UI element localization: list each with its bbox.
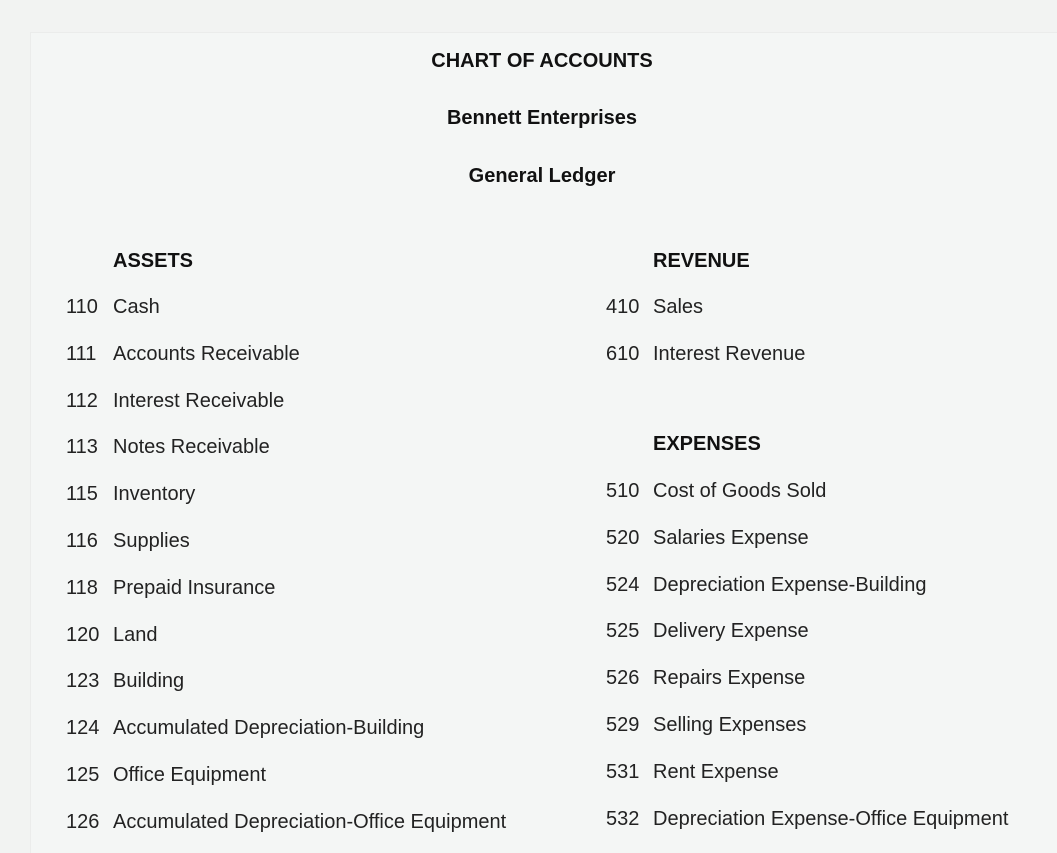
account-number: 410 (606, 296, 640, 318)
account-number: 125 (66, 764, 100, 786)
account-number: 531 (606, 760, 640, 783)
account-name: Office Equipment (113, 764, 267, 786)
account-name: Building (113, 670, 185, 693)
account-number: 610 (606, 343, 640, 365)
account-name: Depreciation Expense-Building (653, 573, 927, 596)
account-name: Accumulated Depreciation-Office Equipment (113, 810, 507, 833)
account-number: 126 (66, 810, 100, 833)
account-name: Accumulated Depreciation-Building (113, 717, 425, 740)
account-number: 115 (66, 483, 98, 506)
account-name: Salaries Expense (653, 526, 809, 549)
account-name: Selling Expenses (653, 714, 807, 736)
revenue-heading: REVENUE (653, 250, 750, 272)
account-number: 526 (606, 667, 640, 690)
account-number: 525 (606, 620, 640, 643)
assets-heading: ASSETS (113, 250, 194, 272)
expenses-heading: EXPENSES (653, 433, 761, 455)
account-number: 532 (606, 807, 640, 830)
account-number: 111 (66, 342, 97, 365)
account-name: Accounts Receivable (113, 342, 300, 365)
account-number: 123 (66, 670, 100, 693)
account-number: 510 (606, 480, 640, 502)
account-name: Cash (113, 296, 160, 318)
account-number: 524 (606, 573, 640, 596)
account-number: 110 (66, 296, 98, 318)
account-name: Land (113, 623, 158, 646)
account-number: 118 (66, 576, 98, 599)
account-number: 113 (66, 436, 98, 459)
account-name: Notes Receivable (113, 436, 270, 459)
account-number: 124 (66, 717, 100, 740)
account-name: Depreciation Expense-Office Equipment (653, 807, 1009, 830)
account-number: 112 (66, 389, 98, 412)
ledger-name: General Ledger (468, 165, 616, 187)
account-number: 120 (66, 623, 100, 646)
account-name: Repairs Expense (653, 667, 806, 690)
account-name: Sales (653, 296, 704, 318)
account-name: Interest Revenue (653, 343, 806, 365)
account-number: 529 (606, 714, 640, 736)
account-name: Interest Receivable (113, 389, 285, 412)
account-name: Cost of Goods Sold (653, 480, 827, 502)
account-name: Rent Expense (653, 760, 779, 783)
document-title: CHART OF ACCOUNTS (431, 50, 653, 72)
account-name: Supplies (113, 530, 190, 552)
account-number: 520 (606, 526, 640, 549)
account-name: Inventory (113, 483, 196, 506)
account-number: 116 (66, 530, 98, 552)
company-name: Bennett Enterprises (446, 107, 638, 129)
account-name: Prepaid Insurance (113, 576, 276, 599)
account-name: Delivery Expense (653, 620, 809, 643)
